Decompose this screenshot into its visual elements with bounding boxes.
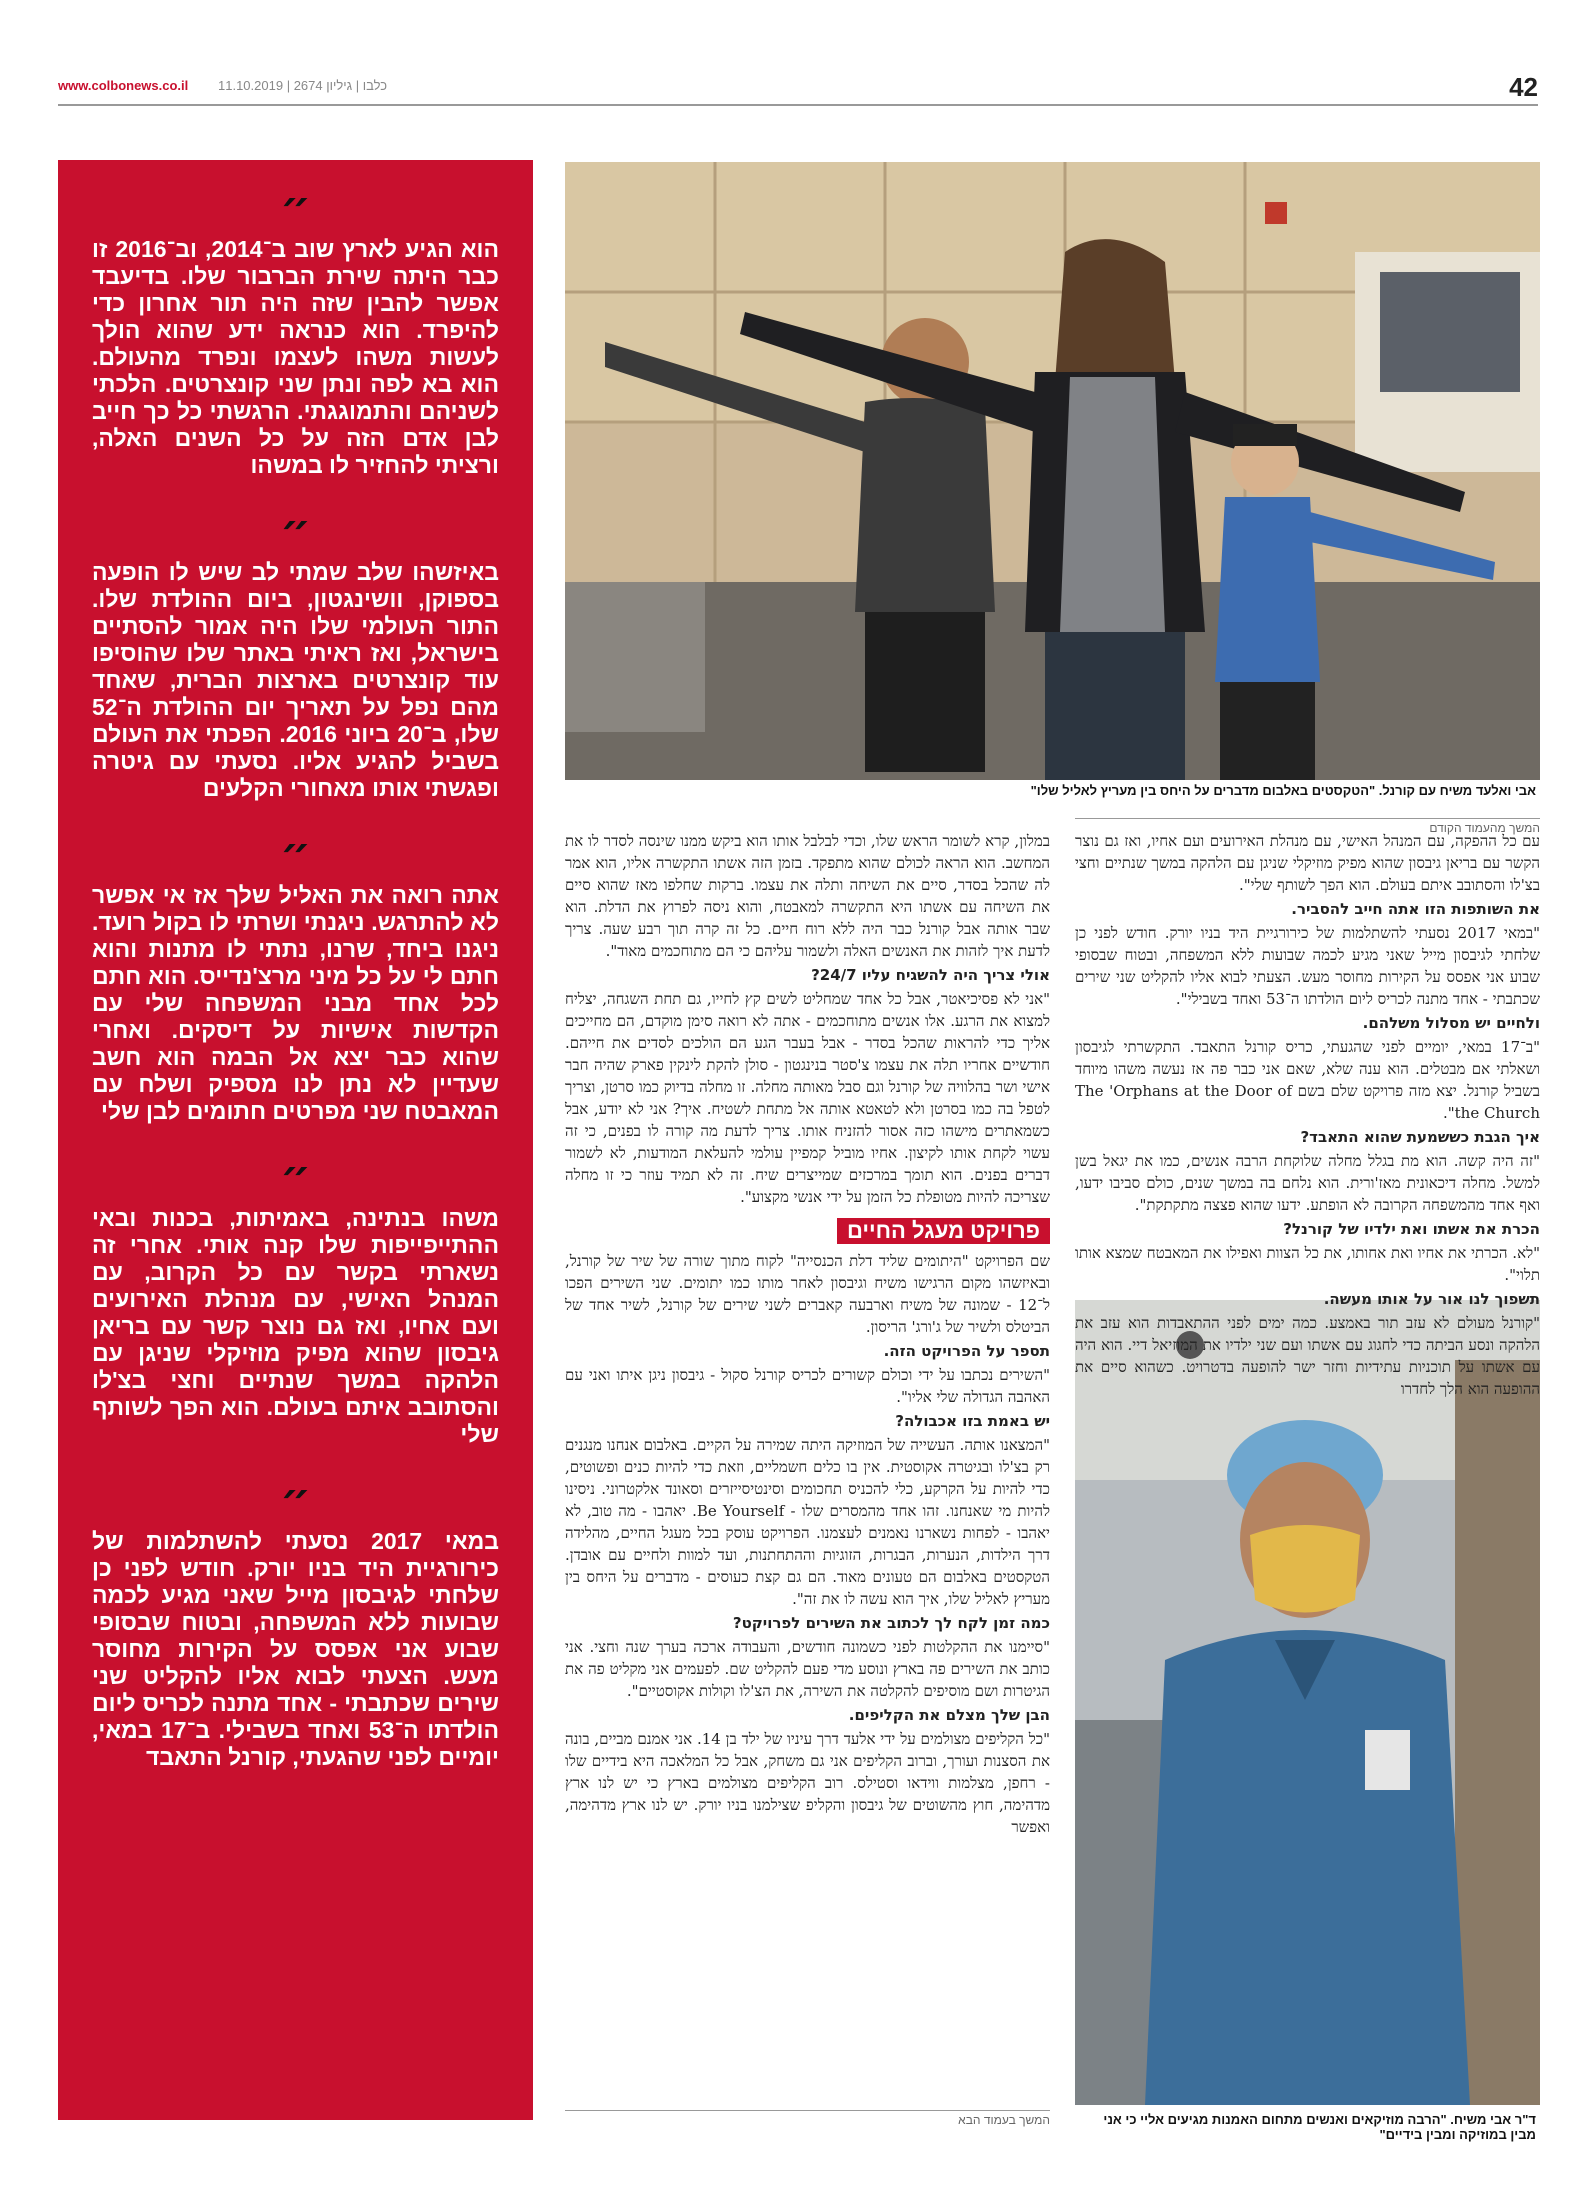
photo-surgeon — [1075, 1300, 1540, 2105]
paragraph: "השירים נכתבו על ידי וכולם קשורים לכריס קורנל סקול - גיבסון ניגן איתו ואני עם האהבה הגדולה שלי אליו". — [565, 1366, 1050, 1406]
section-heading: פרויקט מעגל החיים — [837, 1218, 1050, 1244]
pull-quote — [92, 182, 499, 479]
article-column-middle — [565, 830, 1050, 2105]
pull-quote — [92, 1151, 499, 1448]
continued-on-next: המשך בעמוד הבא — [565, 2110, 1050, 2127]
interview-question: את השותפות הזו אתה חייב להסביר. — [1291, 900, 1540, 918]
paragraph: "ב־17 במאי, יומיים לפני שהגעתי, כריס קורנל התאבד. התקשרתי לגיבסון ושאלתי אם מבטלים. הוא ענה שלא, שאם אני כבר פה אז נעשה משהו מיוחד בשביל קורנל. יצא מזה פרויקט שלם בשם The 'Orphans at the Door of the Church". — [1075, 1038, 1540, 1122]
section-heading-wrap — [565, 1210, 1050, 1250]
interview-question: כמה זמן לקח לך לכתוב את השירים לפרויקט? — [732, 1614, 1050, 1632]
pull-quote-text: באיזשהו שלב שמתי לב שיש לו הופעה בספוקן, וושינגטון, ביום ההולדת שלו. התור העולמי שלו היה אמור להסתיים בישראל, ואז ראיתי באתר שלו שהוסיפו עוד קונצרטים בארצות הברית, שאחד מהם נפל על תאריך יום ההולדת ה־52 שלו, ב־20 ביוני 2016. הפכתי את העולם בשביל להגיע אליו. נסעתי עם גיטרה ופגשתי אותו מאחורי הקלעים — [92, 559, 499, 801]
photo-backstage — [565, 162, 1540, 780]
paragraph: "סיימנו את ההקלטות לפני כשמונה חודשים, והעבודה ארכה בערך שנה וחצי. אני כותב את השירים פה בארץ ונוסע מדי פעם להקליט שם. לפעמים אני מקליט פה את הגיטרות ושם מוסיפים להקלטה את השירה, את הצ'לו וקולות אקוסטיים". — [565, 1638, 1050, 1700]
interview-question: תשפוך לנו אור על אותו מעשה. — [1323, 1290, 1540, 1308]
pull-quote-text: במאי 2017 נסעתי להשתלמות של כירורגיית היד בניו יורק. חודש לפני כן שלחתי לגיבסון מייל שאני מגיע לכמה שבועות ללא המשפחה, ובטוח שבסופי שבוע אני אפסס על הקירות מחוסר מעש. הצעתי לבוא אליו להקליט שני שירים שכתבתי - אחד מתנה לכריס ליום הולדתו ה־53 ואחד בשבילי. ב־17 במאי, יומיים לפני שהגעתי, קורנל התאבד — [92, 1528, 500, 1770]
quote-mark-icon: ״ — [279, 182, 312, 233]
pull-quote-text: משהו בנתינה, באמיתות, בכנות ובאי ההתייפייפות שלו קנה אותי. אחרי זה נשארתי בקשר עם כל הקרוב, עם המנהל האישי, עם מנהלת האירועים ועם אחיו, ואז גם נוצר קשר עם בריאן גיבסון שהוא מפיק מוזיקלי שניגן עם הלהקה במשך שנתיים וחצי בצ'לו והסתובב איתם בעולם. הוא הפך לשותף שלי — [92, 1205, 499, 1447]
paragraph: "במאי 2017 נסעתי להשתלמות של כירורגיית היד בניו יורק. חודש לפני כן שלחתי לגיבסון מייל שאני מגיע לכמה שבועות ללא המשפחה, ובטוח שבסופי שבוע אני אפסס על הקירות מחוסר מעש. הצעתי לבוא אליו להקליט שני שירים שכתבתי - אחד מתנה לכריס ליום הולדתו ה־53 ואחד בשבילי". — [1075, 924, 1540, 1008]
interview-question: איך הגבת כששמעת שהוא התאבד? — [1300, 1128, 1540, 1146]
pull-quote-text: אתה רואה את האליל שלך אז אי אפשר לא להתרגש. ניגנתי ושרתי לו בקול רועד. ניגנו ביחד, שרנו, נתתי לו מתנות והוא חתם לי על כל מיני מרצ'נדייס. הוא חתם לכל אחד מבני המשפחה שלי עם הקדשות אישיות על דיסקים. ואחרי שהוא כבר יצא אל הבמה הוא חשב שעדיין לא נתן לנו מספיק ושלח עם המאבטח שני מפרטים חתומים לבן שלי — [92, 882, 499, 1124]
continued-from-previous: המשך מהעמוד הקודם — [1075, 818, 1540, 835]
interview-question: אולי צריך היה להשגיח עליו 24/7? — [811, 966, 1050, 984]
pull-quote-text: הוא הגיע לארץ שוב ב־2014, וב־2016 זו כבר היתה שירת הברבור שלו. בדיעבד אפשר להבין שזה היה תור אחרון כדי להיפרד. הוא כנראה ידע שהוא הולך לעשות משהו לעצמו ונפרד מהעולם. הוא בא לפה ונתן שני קונצרטים. הלכתי לשניהם והתמוגגתי. הרגשתי כל כך חייב לבן אדם הזה על כל השנים האלה, ורציתי להחזיר לו במשהו — [92, 236, 499, 478]
interview-question: ולחיים יש מסלול משלהם. — [1362, 1014, 1540, 1032]
pull-quote — [92, 1474, 500, 1771]
pull-quote — [92, 505, 499, 802]
photo-surgeon-caption: ד"ר אבי משיח. "הרבה מוזיקאים ואנשים מתחום האמנות מגיעים אליי כי אני מבין במוזיקה ומבין בידיים" — [1075, 2110, 1540, 2144]
interview-question: יש באמת בזו אכבולה? — [895, 1412, 1050, 1430]
paragraph: עם כל ההפקה, עם המנהל האישי, עם מנהלת האירועים ועם אחיו, ואז גם נוצר הקשר עם בריאן גיבסון שהוא מפיק מוזיקלי שניגן עם הלהקה במשך שנתיים וחצי בצ'לו והסתובב איתם בעולם. הוא הפך לשותף שלי". — [1075, 832, 1540, 894]
paragraph: "קורנל מעולם לא עזב תור באמצע. כמה ימים לפני ההתאבדות הוא עזב את הלהקה ונסע הביתה כדי לחגוג עם אשתו ועם שני ילדיו את המוזיאל דיי. הוא היה עם אשתו על תוכניות עתידיות וחזר ישר להופעה בדטרויט. כשהוא סיים את ההופעה הוא הלך לחדרו — [1075, 1314, 1540, 1398]
photo-backstage-illustration — [565, 162, 1540, 780]
paragraph: "המצאנו אותה. העשייה של המוזיקה היתה שמירה על הקיים. באלבום אנחנו מנגנים רק בצ'לו ובגיטרה אקוסטית. אין בו כלים חשמליים, וזאת כדי להיות כנים ופשוטים, כדי להיות על הקרקע, כלי להכניס תחכומים וסינטיסייזרים וסאונד אלקטרוני. ניסינו להיות מי שאנחנו. זהו אחד מהמסרים שלו - Be Yourself. יאהבו - מה טוב, לא יאהבו - לפחות נשארנו נאמנים לעצמנו. הפרויקט עוסק בכל מעגל החיים, מהלידה דרך הילדות, הנערות, הבגרות, הזוגיות וההתחתנות, ועד למוות ולחיים עם אובדן. הטקסטים באלבום הם טעונים מאוד. הם גם קצת כעוסים - מדברים על היחס בין מעריץ לאליל שלו, איך הוא עשה לו את זה". — [565, 1436, 1050, 1608]
quote-mark-icon: ״ — [279, 828, 312, 879]
paragraph: במלון, קרא לשומר הראש שלו, וכדי לבלבל אותו הוא ביקש ממנו שינסה לסדר לו את המחשב. הוא הראה לכולם שהוא מתפקד. בזמן הזה אשתו התקשרה אליו, הוא אמר לה שהכל בסדר, סיים את השיחה ותלה את עצמו. ברקות שחלפו מאז שהוא סיים את השיחה עם אשתו היא התקשרה למאבטח, והוא ניסה לפרוץ את הדלת. הוא שבר אותה אבל קורנל כבר היה ללא רוח חיים. כל זה קרה תוך רבע שעה. צריך לדעת איך לזהות את האנשים האלה ולשמור עליהם כי הם מתוחכמים מאוד". — [565, 832, 1050, 960]
quote-mark-icon: ״ — [279, 505, 312, 556]
site-url[interactable]: www.colbonews.co.il — [58, 78, 189, 93]
paragraph: שם הפרויקט "היתומים שליד דלת הכנסייה" לקוח מתוך שורה של שיר של קורנל, ובאיזשהו מקום הרגישו משיח וגיבסון לאחר מותו כמו יתומים. שני השירים הפכו ל־12 - שמונה של משיח וארבעה קאברים לשני שירים של קורנל, לשיר אחד של הביטלס ולשיר של ג'ורג' הריסון. — [565, 1252, 1050, 1336]
paragraph: "זה היה קשה. הוא מת בגלל מחלה שלוקחת הרבה אנשים, כמו את יגאל בשן למשל. מחלה דיכאונית מאז'ורית. הוא נלחם בה במשך שנים, כולם סביבו ידעו, ואף אחד מהמשפחה הקרובה לא הופתע. ידעו שהוא פצצה מתקתקת". — [1075, 1152, 1540, 1214]
quote-mark-icon: ״ — [279, 1151, 312, 1202]
paragraph: "כל הקליפים מצולמים על ידי אלעד דרך עיניו של ילד בן 14. אני אמנם מביים, בונה את הסצנות ועורך, וברוב הקליפים אני גם משחק, אבל כל המלאכה היא בידיים שלו - רחפן, מצלמות ווידאו וסטילס. רוב הקליפים מצולמים בארץ כי יש לנו ארץ מדהימה, חוץ מהשוטים של גיבסון והקליפ שצילמנו בניו יורק. יש לנו ארץ מדהימה, ואפשר — [565, 1730, 1050, 1836]
page-header — [58, 72, 1538, 106]
paragraph: "אני לא פסיכיאטר, אבל כל אחד שמחליט לשים קץ לחייו, גם תחת השגחה, יצליח למצוא את הרגע. אלו אנשים מתוחכמים - אתה לא רואה סימן מוקדם, הם מחייכים אליך כדי להראות שהכל בסדר - אבל בעבר הגע הם הולכים לסדים את חייהם. חודשיים אחריו תלה את עצמו צ'סטר בנינגטון - סולן להקת לינקין פארק שהיה חבר אישי ושר בהלוויה של קורנל וגם סבל מאותה מחלה. זו מחלה בדיוק כמו סרטן, וצריך לטפל בה כמו בסרטן ולא לטאטא אותה אל מתחת לשטיח. איך? אני לא יודע, אבל כשמאתרים מישהו כזה אסור להזניח אותו. צריך לדעת מה קורה לו בפנים, כי זה עשוי לקחת אותו לקיצון. אחיו מוביל קמפיין עולמי להעלאת המודעות, לא לשמור דברים בפנים. הוא תומך במרכזים שמייצרים שיח. זה לא תמיד עוזר כי זו מחלה שצריכה להיות מטופלת כל הזמן על ידי אנשי מקצוע". — [565, 990, 1051, 1206]
article-column-right — [1075, 830, 1540, 1398]
quote-mark-icon: ״ — [279, 1474, 312, 1525]
issue-info: כלבו | גיליון 2674 | 11.10.2019 — [218, 78, 388, 93]
interview-question: תספר על הפרויקט הזה. — [883, 1342, 1050, 1360]
pull-quote — [92, 828, 499, 1125]
photo-surgeon-illustration — [1075, 1300, 1540, 2105]
page-number: 42 — [1509, 72, 1538, 102]
paragraph: "לא. הכרתי את אחיו ואת אחותו, את כל הצוות ואפילו את המאבטח שמצא אותו תלוי". — [1075, 1244, 1540, 1284]
interview-question: הבן שלך מצלם את הקליפים. — [848, 1706, 1050, 1724]
interview-question: הכרת את אשתו ואת ילדיו של קורנל? — [1283, 1220, 1540, 1238]
pull-quotes-column — [58, 160, 533, 2120]
photo-backstage-caption: אבי ואלעד משיח עם קורנל. "הטקסטים באלבום מדברים על היחס בין מעריץ לאליל שלו" — [565, 781, 1540, 800]
